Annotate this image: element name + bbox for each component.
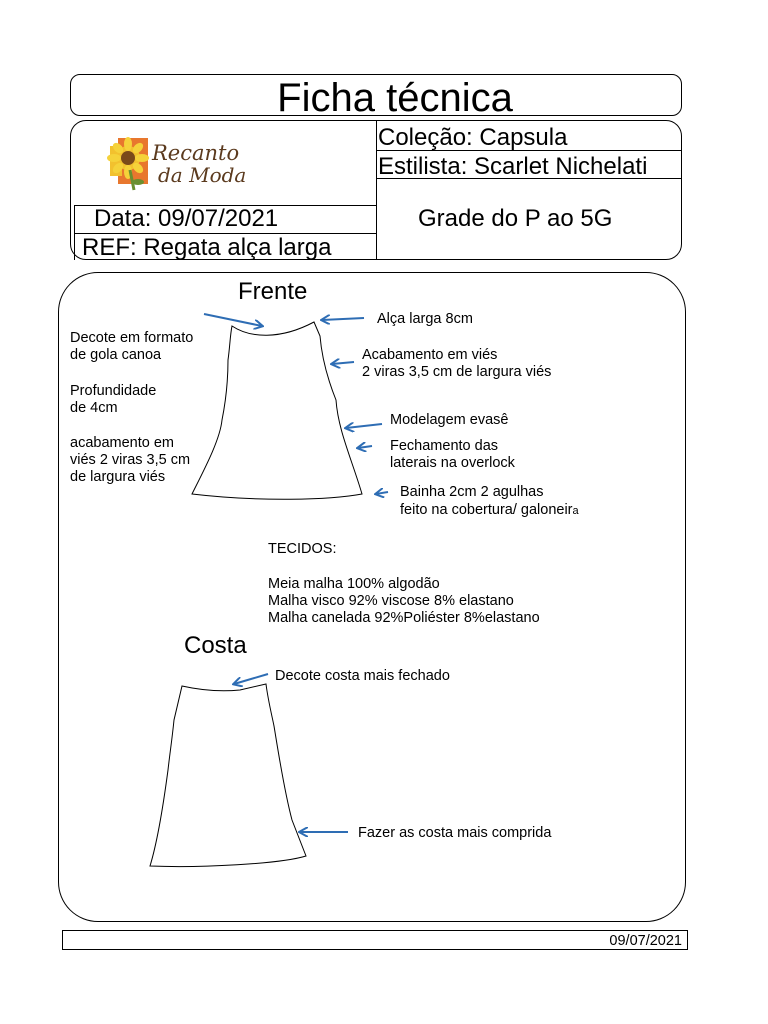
front-garment-outline: [192, 322, 362, 499]
svg-text:da Moda: da Moda: [158, 163, 247, 187]
arrow-fechamento: [358, 446, 372, 448]
grade-label: Grade do P ao 5G: [418, 205, 613, 232]
note-acab-l2: viés 2 viras 3,5 cm: [70, 452, 191, 468]
arrow-modelagem: [346, 424, 382, 428]
note-comprida: Fazer as costa mais comprida: [358, 825, 552, 841]
arrow-decote-costa: [234, 674, 268, 684]
note-fech-2: laterais na overlock: [390, 455, 515, 471]
note-acab-r1: Acabamento em viés: [362, 347, 498, 363]
note-bainha-2: feito na cobertura/ galoneira: [400, 502, 579, 518]
arrow-bainha: [376, 492, 388, 494]
arrow-alca: [322, 318, 364, 320]
colecao-label: Coleção: Capsula: [378, 124, 568, 151]
note-acab-l3: de largura viés: [70, 469, 166, 485]
note-acab-r2: 2 viras 3,5 cm de largura viés: [362, 364, 552, 380]
fabric-item: Meia malha 100% algodão: [268, 576, 440, 592]
estilista-label: Estilista: Scarlet Nichelati: [378, 153, 648, 180]
note-decote-2: de gola canoa: [70, 347, 162, 363]
svg-text:Recanto: Recanto: [152, 141, 240, 165]
note-prof-1: Profundidade: [70, 383, 157, 399]
arrow-acabamento: [332, 362, 354, 364]
back-title: Costa: [184, 632, 247, 659]
footer-frame: [62, 930, 688, 950]
fabrics-heading: TECIDOS:: [268, 541, 337, 557]
note-prof-2: de 4cm: [70, 400, 118, 416]
data-label: Data: 09/07/2021: [94, 205, 279, 232]
note-bainha-2-suffix: a: [572, 505, 579, 517]
note-fech-1: Fechamento das: [390, 438, 499, 454]
back-garment-outline: [150, 684, 306, 867]
note-modelagem: Modelagem evasê: [390, 412, 509, 428]
front-title: Frente: [238, 278, 308, 305]
note-alca: Alça larga 8cm: [377, 311, 473, 327]
ref-label: REF: Regata alça larga: [82, 234, 332, 261]
fabric-item: Malha visco 92% viscose 8% elastano: [268, 593, 514, 609]
note-decote-1: Decote em formato: [70, 330, 194, 346]
arrow-decote: [204, 314, 262, 326]
note-decote-costa: Decote costa mais fechado: [275, 668, 450, 684]
footer-date: 09/07/2021: [609, 933, 682, 949]
note-acab-l1: acabamento em: [70, 435, 174, 451]
note-bainha-1: Bainha 2cm 2 agulhas: [400, 484, 544, 500]
page-title: Ficha técnica: [277, 76, 513, 120]
fabric-item: Malha canelada 92%Poliéster 8%elastano: [268, 610, 540, 626]
